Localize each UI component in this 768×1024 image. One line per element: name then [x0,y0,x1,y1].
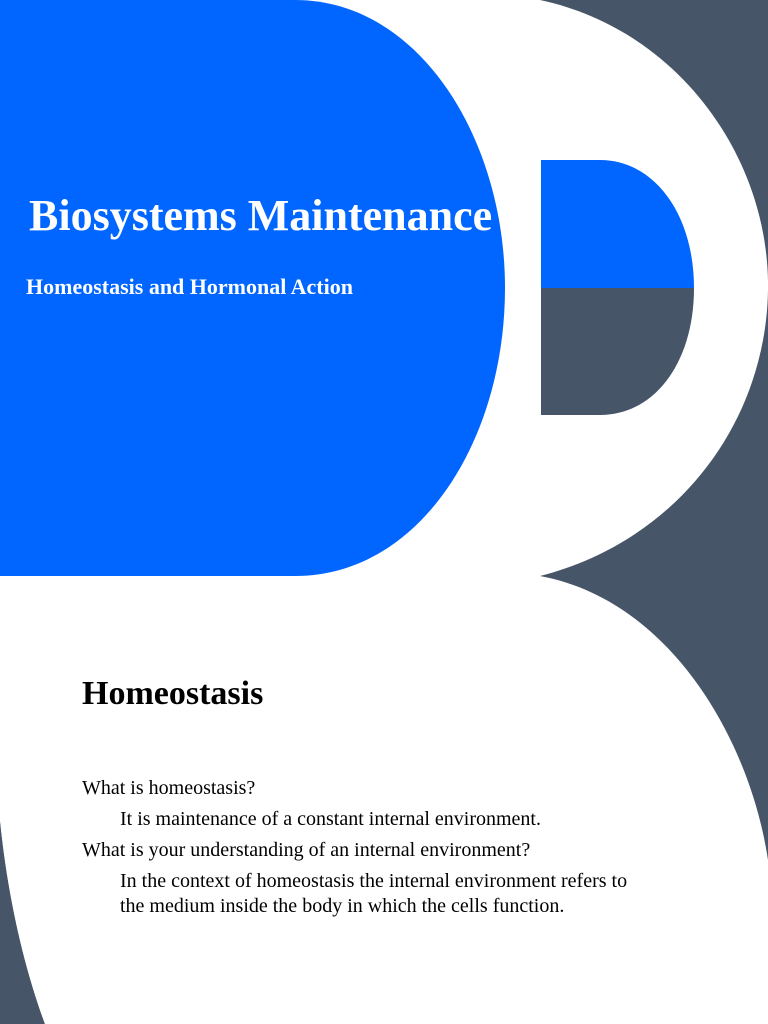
question-2: What is your understanding of an internal environment? [82,839,531,861]
slide-subtitle: Homeostasis and Hormonal Action [26,274,353,299]
qa-list [82,776,642,925]
slide-title: Biosystems Maintenance [29,191,493,240]
answer-2: In the context of homeostasis the internal environment refers to the medium inside the body in which the cells function. [120,870,628,917]
section-heading: Homeostasis [82,675,264,712]
question-1: What is homeostasis? [82,777,256,799]
answer-1: It is maintenance of a constant internal environment. [120,808,541,830]
